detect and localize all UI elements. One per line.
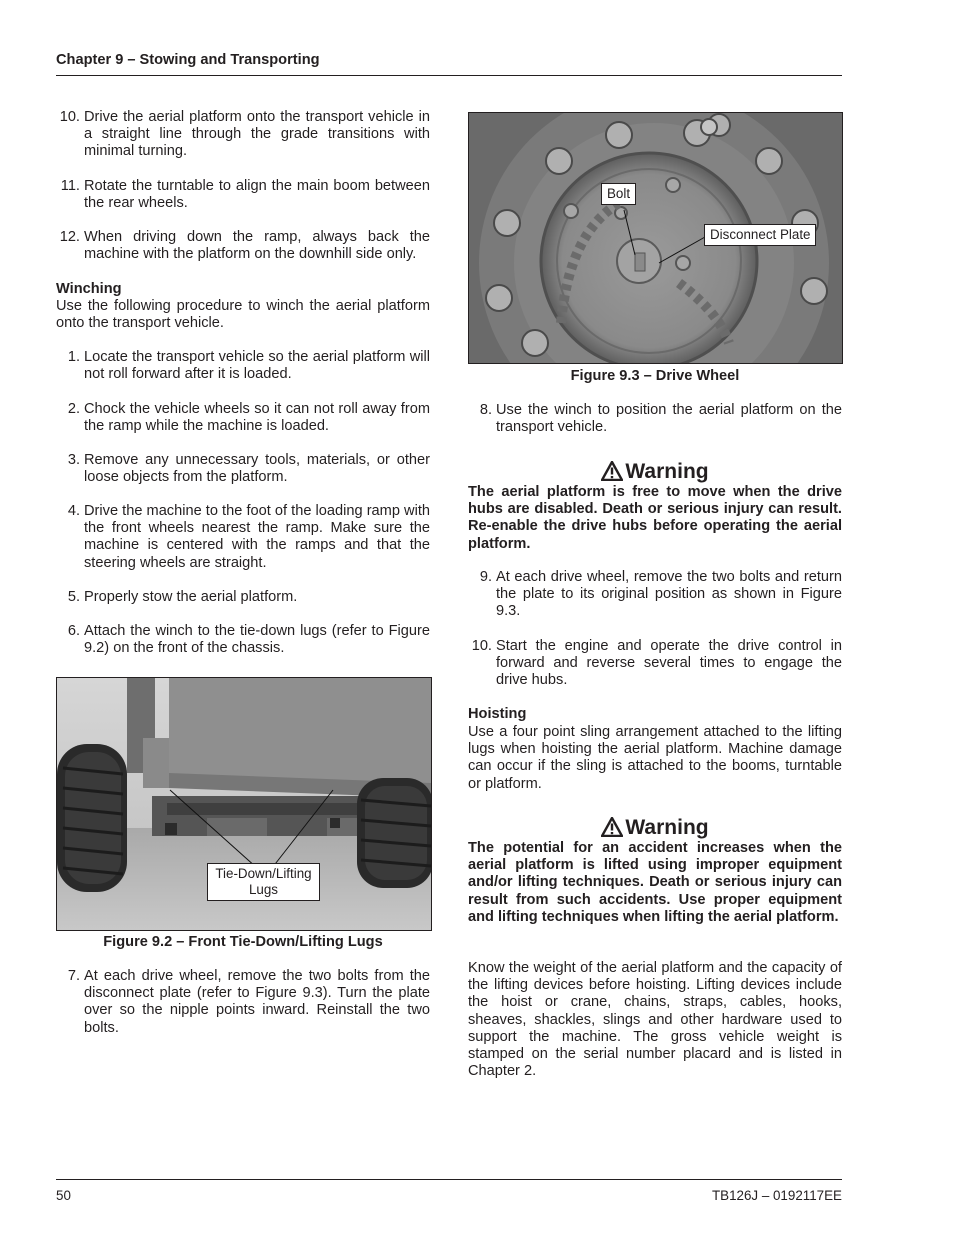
hoisting-heading: Hoisting xyxy=(468,706,527,722)
footer-rule xyxy=(56,1179,842,1180)
document-id: TB126J – 0192117EE xyxy=(711,1188,842,1203)
step-number: 7. xyxy=(67,968,80,984)
step-12-load xyxy=(56,229,430,263)
step-7-disconnect xyxy=(56,968,430,1037)
disconnect-plate-callout: Disconnect Plate xyxy=(704,224,816,246)
step-10-load xyxy=(56,109,430,161)
step-text: Rotate the turntable to align the main boom between the rear wheels. xyxy=(84,178,430,212)
winch-step-1 xyxy=(56,349,430,383)
step-text: Remove any unnecessary tools, materials, or other loose objects from the platform. xyxy=(84,452,430,486)
step-text: Chock the vehicle wheels so it can not roll away from the ramp while the machine is loaded. xyxy=(84,401,430,435)
step-number: 9. xyxy=(479,569,492,585)
warning-1-text: The aerial platform is free to move when the drive hubs are disabled. Death or serious injury can result. Re-enable the drive hubs before operating the aerial platform. xyxy=(468,484,842,552)
hoisting-text: Use a four point sling arrangement attached to the lifting lugs when hoisting the aerial platform. Machine damage can occur if the sling is attached to the booms, turntable or platform. xyxy=(468,724,842,792)
step-8-winch xyxy=(468,402,842,436)
step-10-engage xyxy=(468,638,842,690)
winch-step-3 xyxy=(56,452,430,486)
step-9-restore xyxy=(468,569,842,621)
step-text: When driving down the ramp, always back the machine with the platform on the downhill side only. xyxy=(84,229,430,263)
step-number: 10. xyxy=(471,638,492,654)
header-rule xyxy=(56,75,842,76)
bolt-callout: Bolt xyxy=(601,183,636,205)
winch-step-4 xyxy=(56,503,430,572)
step-text: Attach the winch to the tie-down lugs (refer to Figure 9.2) on the front of the chassis. xyxy=(84,623,430,657)
step-number: 1. xyxy=(67,349,80,365)
warning-1-title xyxy=(468,460,842,484)
figure-9-2-photo xyxy=(56,677,432,931)
step-number: 8. xyxy=(479,402,492,418)
warning-triangle-icon xyxy=(601,817,623,837)
winching-intro: Use the following procedure to winch the aerial platform onto the transport vehicle. xyxy=(56,298,430,332)
warning-2-title xyxy=(468,816,842,840)
tie-down-lugs-callout: Tie-Down/Lifting Lugs xyxy=(207,863,320,901)
figure-9-2-caption: Figure 9.2 – Front Tie-Down/Lifting Lugs xyxy=(103,934,383,950)
step-text: Drive the aerial platform onto the transport vehicle in a straight line through the grade transitions with minimal turning. xyxy=(84,109,430,160)
step-text: Start the engine and operate the drive control in forward and reverse several times to engage the drive hubs. xyxy=(496,638,842,689)
warning-2-label: Warning xyxy=(625,816,709,839)
step-number: 3. xyxy=(67,452,80,468)
figure-9-3-photo xyxy=(468,112,843,364)
step-number: 6. xyxy=(67,623,80,639)
step-text: Properly stow the aerial platform. xyxy=(84,589,298,605)
step-text: Locate the transport vehicle so the aerial platform will not roll forward after it is loaded. xyxy=(84,349,430,383)
step-number: 10. xyxy=(59,109,80,125)
winching-heading: Winching xyxy=(56,281,122,297)
weight-capacity-text: Know the weight of the aerial platform and the capacity of the lifting devices before hoisting. Lifting devices include the hoist or crane, chains, straps, cables, hooks, sheaves, shackles, slings and other hardware used to support the machine. The gross vehicle weight is stamped on the serial number placard and is listed in Chapter 2. xyxy=(468,960,842,1080)
page-number: 50 xyxy=(56,1188,71,1203)
step-number: 4. xyxy=(67,503,80,519)
step-number: 5. xyxy=(67,589,80,605)
step-11-load xyxy=(56,178,430,212)
warning-1-label: Warning xyxy=(625,460,709,483)
step-text: At each drive wheel, remove the two bolts and return the plate to its original position as shown in Figure 9.3. xyxy=(496,569,842,620)
step-text: Use the winch to position the aerial platform on the transport vehicle. xyxy=(496,402,842,436)
step-number: 12. xyxy=(59,229,80,245)
step-text: Drive the machine to the foot of the loading ramp with the front wheels nearest the ramp. Make sure the machine is centered with the ramps and that the steering wheels are straight. xyxy=(84,503,430,571)
step-number: 2. xyxy=(67,401,80,417)
figure-9-3-caption: Figure 9.3 – Drive Wheel xyxy=(570,368,740,384)
winch-step-6 xyxy=(56,623,430,657)
step-text: At each drive wheel, remove the two bolts from the disconnect plate (refer to Figure 9.3). Turn the plate over so the nipple points inward. Reinstall the two bolts. xyxy=(84,968,430,1036)
warning-2-text: The potential for an accident increases when the aerial platform is lifted using improper equipment and/or lifting techniques. Death or serious injury can result from such accidents. Use proper equipment and lifting techniques when lifting the aerial platform. xyxy=(468,840,842,925)
winch-step-2 xyxy=(56,401,430,435)
winch-step-5 xyxy=(56,589,430,606)
warning-triangle-icon xyxy=(601,461,623,481)
chapter-header: Chapter 9 – Stowing and Transporting xyxy=(56,52,320,68)
step-number: 11. xyxy=(60,178,80,194)
